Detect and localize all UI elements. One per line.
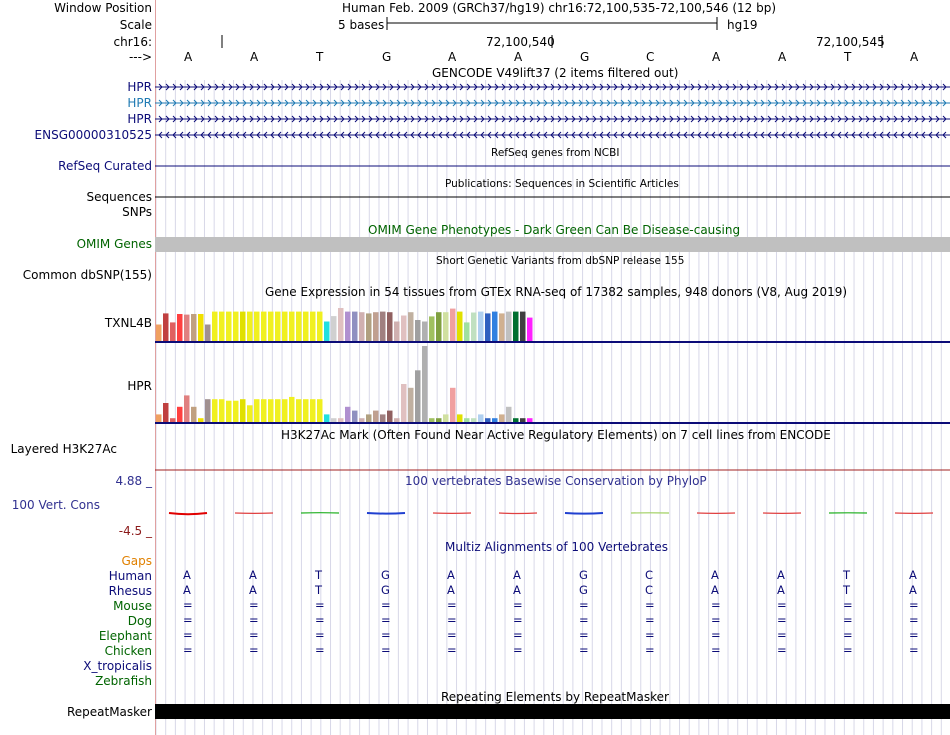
alignment-base: = xyxy=(909,598,919,612)
gtex-track-title[interactable]: Gene Expression in 54 tissues from GTEx RNA-seq of 17382 samples, 948 donors (V8, Aug 2019) xyxy=(265,285,848,299)
multiz-track-title[interactable]: Multiz Alignments of 100 Vertebrates xyxy=(445,540,669,554)
gtex-bar-txnl4b xyxy=(506,312,512,341)
conservation-segment xyxy=(565,513,603,514)
base-letter: A xyxy=(712,50,721,64)
alignment-base: A xyxy=(183,568,191,582)
gtex-bar-hpr xyxy=(261,399,267,422)
gtex-bar-txnl4b xyxy=(317,312,323,341)
species-label-zebrafish[interactable]: Zebrafish xyxy=(95,674,152,688)
gtex-bar-txnl4b xyxy=(268,312,274,341)
conservation-segment xyxy=(499,513,537,514)
species-label-elephant[interactable]: Elephant xyxy=(98,629,152,643)
gtex-bar-hpr xyxy=(415,370,421,422)
alignment-base: = xyxy=(381,613,391,627)
alignment-base: = xyxy=(183,613,193,627)
conservation-min-label: -4.5 _ xyxy=(118,524,152,538)
gtex-bar-hpr xyxy=(450,388,456,422)
alignment-base: = xyxy=(645,613,655,627)
gtex-bar-hpr xyxy=(338,418,344,422)
gtex-bar-txnl4b xyxy=(289,312,295,341)
gtex-bar-hpr xyxy=(513,418,519,422)
alignment-base: = xyxy=(711,643,721,657)
alignment-base: = xyxy=(777,628,787,642)
gtex-bar-hpr xyxy=(268,399,274,422)
refseq-track-title[interactable]: RefSeq genes from NCBI xyxy=(491,147,620,159)
track-lines xyxy=(155,166,950,470)
omim-track-title[interactable]: OMIM Gene Phenotypes - Dark Green Can Be Disease-causing xyxy=(368,223,741,237)
alignment-base: = xyxy=(843,613,853,627)
gtex-bar-hpr xyxy=(359,418,365,422)
gtex-bar-txnl4b xyxy=(457,312,463,341)
gtex-bar-txnl4b xyxy=(387,312,393,341)
alignment-base: = xyxy=(315,613,325,627)
gtex-gene-label-hpr[interactable]: HPR xyxy=(127,379,152,393)
track-image-area[interactable] xyxy=(155,0,950,735)
gtex-bar-hpr xyxy=(177,407,183,422)
gencode-item-label-3[interactable]: HPR xyxy=(127,112,152,126)
window-position-value: Human Feb. 2009 (GRCh37/hg19) chr16:72,100,535-72,100,546 (12 bp) xyxy=(342,1,777,15)
repeatmasker-track-title[interactable]: Repeating Elements by RepeatMasker xyxy=(441,690,669,704)
alignment-base: = xyxy=(579,613,589,627)
gtex-bar-hpr xyxy=(170,418,176,422)
repeatmasker-bar[interactable] xyxy=(155,704,950,719)
gtex-bar-hpr xyxy=(394,418,400,422)
gtex-bar-hpr xyxy=(282,399,288,422)
common-dbsnp-label[interactable]: Common dbSNP(155) xyxy=(22,268,152,282)
gtex-bar-txnl4b xyxy=(401,316,407,342)
gtex-bar-txnl4b xyxy=(485,313,491,341)
alignment-base: = xyxy=(249,628,259,642)
gtex-bar-hpr xyxy=(387,411,393,422)
base-letter: A xyxy=(250,50,259,64)
gtex-bar-txnl4b xyxy=(233,312,239,341)
alignment-base: A xyxy=(249,568,257,582)
alignment-base: G xyxy=(579,568,588,582)
gtex-bar-txnl4b xyxy=(205,325,211,342)
gtex-bar-txnl4b xyxy=(191,314,197,341)
gtex-bar-txnl4b xyxy=(471,313,477,342)
alignment-base: C xyxy=(645,583,654,597)
gtex-bar-txnl4b xyxy=(275,312,281,341)
alignment-base: = xyxy=(381,598,391,612)
alignment-base: = xyxy=(513,643,523,657)
gtex-bar-hpr xyxy=(205,399,211,422)
gtex-bar-txnl4b xyxy=(156,325,162,342)
gtex-bar-txnl4b xyxy=(436,312,442,341)
gtex-bar-txnl4b xyxy=(254,312,260,341)
publications-track-title[interactable]: Publications: Sequences in Scientific Articles xyxy=(445,178,679,190)
alignment-base: A xyxy=(249,583,257,597)
gtex-bar-txnl4b xyxy=(170,322,176,341)
gtex-bar-txnl4b xyxy=(261,312,267,341)
gtex-bar-txnl4b xyxy=(366,313,372,341)
chrom-label: chr16: xyxy=(113,35,152,49)
gtex-bar-txnl4b xyxy=(492,312,498,341)
alignment-base: = xyxy=(447,613,457,627)
gtex-bar-hpr xyxy=(506,407,512,422)
gtex-bar-hpr xyxy=(492,418,498,422)
base-letter: A xyxy=(448,50,457,64)
alignment-base: = xyxy=(579,643,589,657)
conservation-segment xyxy=(367,513,405,514)
gtex-bar-txnl4b xyxy=(282,312,288,341)
gtex-bar-hpr xyxy=(198,418,204,422)
alignment-base: G xyxy=(381,568,390,582)
gtex-bar-txnl4b xyxy=(331,316,337,341)
alignment-base: = xyxy=(381,628,391,642)
alignment-base: A xyxy=(777,583,785,597)
sequences-label[interactable]: Sequences xyxy=(86,190,152,204)
base-letter: A xyxy=(514,50,523,64)
gtex-bar-hpr xyxy=(443,414,449,422)
gtex-bar-hpr xyxy=(240,399,246,422)
repeatmasker-label[interactable]: RepeatMasker xyxy=(66,705,152,719)
base-letter: G xyxy=(382,50,392,64)
gtex-bar-hpr xyxy=(485,418,491,422)
base-letter: C xyxy=(646,50,655,64)
gtex-bar-hpr xyxy=(219,399,225,422)
gtex-bar-txnl4b xyxy=(338,308,344,341)
strand-label: ---> xyxy=(128,50,152,64)
gtex-bar-txnl4b xyxy=(303,312,309,341)
base-letter: T xyxy=(844,50,852,64)
alignment-base: = xyxy=(843,628,853,642)
gtex-bar-hpr xyxy=(373,411,379,422)
alignment-base: = xyxy=(447,598,457,612)
species-label-mouse[interactable]: Mouse xyxy=(113,599,152,613)
species-label-human[interactable]: Human xyxy=(108,569,152,583)
gtex-bar-hpr xyxy=(429,418,435,422)
gtex-bar-txnl4b xyxy=(450,309,456,341)
gtex-bar-txnl4b xyxy=(499,313,505,341)
gtex-bar-txnl4b xyxy=(177,314,183,341)
gtex-bar-hpr xyxy=(289,397,295,422)
alignment-base: = xyxy=(381,643,391,657)
gtex-bar-txnl4b xyxy=(513,312,519,341)
gtex-bar-hpr xyxy=(317,399,323,422)
gtex-bar-hpr xyxy=(366,414,372,422)
gtex-bar-txnl4b xyxy=(296,312,302,341)
alignment-base: = xyxy=(447,628,457,642)
omim-genes-label[interactable]: OMIM Genes xyxy=(76,237,152,251)
gtex-bar-hpr xyxy=(436,418,442,422)
gtex-bar-txnl4b xyxy=(373,312,379,341)
gtex-bar-txnl4b xyxy=(310,312,316,341)
gtex-bar-txnl4b xyxy=(352,312,358,341)
gtex-bar-txnl4b xyxy=(443,312,449,341)
alignment-base: T xyxy=(843,568,851,582)
alignment-base: A xyxy=(777,568,785,582)
gtex-bar-txnl4b xyxy=(198,314,204,341)
gtex-bar-hpr xyxy=(191,407,197,422)
gtex-bar-txnl4b xyxy=(324,322,330,342)
gtex-bar-hpr xyxy=(163,403,169,422)
gtex-bar-txnl4b xyxy=(240,312,246,341)
gencode-item-label-1[interactable]: HPR xyxy=(127,80,152,94)
position-tick-label-2: 72,100,545 xyxy=(816,35,885,49)
gtex-bar-txnl4b xyxy=(422,322,428,342)
alignment-base: = xyxy=(315,628,325,642)
alignment-base: A xyxy=(447,568,455,582)
alignment-base: = xyxy=(315,643,325,657)
gtex-bar-txnl4b xyxy=(429,316,435,341)
alignment-base: C xyxy=(645,568,654,582)
species-label-x-tropicalis[interactable]: X_tropicalis xyxy=(83,659,152,673)
snps-label[interactable]: SNPs xyxy=(122,205,152,219)
alignment-base: = xyxy=(711,613,721,627)
gtex-bar-hpr xyxy=(226,401,232,422)
alignment-base: A xyxy=(711,583,719,597)
alignment-base: = xyxy=(645,643,655,657)
gtex-bar-hpr xyxy=(471,418,477,422)
gencode-item-label-2[interactable]: HPR xyxy=(127,96,152,110)
alignment-base: T xyxy=(315,568,323,582)
gencode-track-title[interactable]: GENCODE V49lift37 (2 items filtered out) xyxy=(432,66,679,80)
species-label-dog[interactable]: Dog xyxy=(127,614,152,628)
alignment-base: A xyxy=(513,568,521,582)
scale-bases: 5 bases xyxy=(338,18,385,32)
alignment-base: A xyxy=(909,583,917,597)
alignment-base: T xyxy=(315,583,323,597)
gtex-bar-txnl4b xyxy=(247,312,253,341)
gtex-bar-hpr xyxy=(464,418,470,422)
gtex-bar-hpr xyxy=(408,388,414,422)
base-guide-lines xyxy=(156,0,942,735)
track-graphics[interactable] xyxy=(155,0,950,735)
alignment-base: G xyxy=(381,583,390,597)
alignment-base: G xyxy=(579,583,588,597)
gtex-bar-hpr xyxy=(345,407,351,422)
gencode-item-label-4[interactable]: ENSG00000310525 xyxy=(34,128,152,142)
position-tick-label-1: 72,100,540 xyxy=(486,35,555,49)
alignment-base: = xyxy=(711,628,721,642)
alignment-base: = xyxy=(183,628,193,642)
gencode-features[interactable] xyxy=(155,84,950,138)
base-letter: G xyxy=(580,50,590,64)
layered-h3k27ac-label[interactable]: Layered H3K27Ac xyxy=(10,442,117,456)
dbsnp-track-title[interactable]: Short Genetic Variants from dbSNP release 155 xyxy=(436,255,685,267)
gtex-bar-hpr xyxy=(296,399,302,422)
gtex-bar-txnl4b xyxy=(464,322,470,341)
gtex-bar-txnl4b xyxy=(163,313,169,341)
base-letter: A xyxy=(910,50,919,64)
gtex-bar-hpr xyxy=(324,414,330,422)
alignment-base: = xyxy=(579,628,589,642)
alignment-base: A xyxy=(711,568,719,582)
alignment-base: = xyxy=(183,598,193,612)
gtex-bar-txnl4b xyxy=(394,322,400,342)
alignment-base: = xyxy=(909,628,919,642)
alignment-base: A xyxy=(447,583,455,597)
gtex-bar-txnl4b xyxy=(380,312,386,341)
base-letter: T xyxy=(316,50,324,64)
alignment-base: = xyxy=(249,643,259,657)
alignment-base: = xyxy=(777,598,787,612)
gtex-bar-txnl4b xyxy=(478,312,484,341)
conservation-wiggle[interactable] xyxy=(169,513,933,515)
alignment-base: T xyxy=(843,583,851,597)
conservation-segment xyxy=(169,513,207,514)
gtex-bar-txnl4b xyxy=(184,315,190,341)
gtex-bar-txnl4b xyxy=(219,312,225,341)
conservation-label[interactable]: 100 Vert. Cons xyxy=(11,498,100,512)
gtex-bar-hpr xyxy=(331,418,337,422)
alignment-base: = xyxy=(579,598,589,612)
alignment-base: = xyxy=(183,643,193,657)
h3k27ac-track-title[interactable]: H3K27Ac Mark (Often Found Near Active Regulatory Elements) on 7 cell lines from ENCODE xyxy=(281,428,831,442)
alignment-base: = xyxy=(843,598,853,612)
gtex-bar-txnl4b xyxy=(408,312,414,341)
scale-label: Scale xyxy=(119,18,152,32)
alignment-base: = xyxy=(249,613,259,627)
species-label-chicken[interactable]: Chicken xyxy=(104,644,152,658)
gtex-bar-hpr xyxy=(401,384,407,422)
alignment-base: = xyxy=(777,643,787,657)
window-position-label: Window Position xyxy=(54,1,152,15)
alignment-base: = xyxy=(909,643,919,657)
omim-gene-bar[interactable] xyxy=(155,237,950,252)
gtex-bar-hpr xyxy=(247,405,253,422)
refseq-curated-label[interactable]: RefSeq Curated xyxy=(58,159,152,173)
alignment-base: = xyxy=(249,598,259,612)
alignment-base: = xyxy=(315,598,325,612)
gtex-bar-txnl4b xyxy=(359,312,365,341)
alignment-base: = xyxy=(447,643,457,657)
gtex-bar-hpr xyxy=(303,399,309,422)
gtex-bar-hpr xyxy=(156,414,162,422)
gtex-bar-hpr xyxy=(527,418,533,422)
alignment-base: = xyxy=(711,598,721,612)
base-letter: A xyxy=(184,50,193,64)
gtex-bar-hpr xyxy=(254,399,260,422)
gtex-gene-label-txnl4b[interactable]: TXNL4B xyxy=(104,316,152,330)
track-label-column xyxy=(0,0,155,735)
scale-assembly: hg19 xyxy=(727,18,758,32)
gaps-label[interactable]: Gaps xyxy=(121,554,152,568)
gtex-bar-hpr xyxy=(233,401,239,422)
alignment-base: = xyxy=(777,613,787,627)
alignment-base: A xyxy=(513,583,521,597)
gtex-bar-txnl4b xyxy=(527,318,533,341)
alignment-base: A xyxy=(909,568,917,582)
gtex-bar-hpr xyxy=(275,399,281,422)
alignment-base: = xyxy=(645,628,655,642)
gtex-bar-hpr xyxy=(457,414,463,422)
alignment-base: = xyxy=(513,598,523,612)
gtex-bar-hpr xyxy=(212,399,218,422)
conservation-track-title[interactable]: 100 vertebrates Basewise Conservation by PhyloP xyxy=(405,474,707,488)
base-letter: A xyxy=(778,50,787,64)
gtex-bar-hpr xyxy=(310,399,316,422)
gtex-bar-hpr xyxy=(478,414,484,422)
alignment-base: = xyxy=(909,613,919,627)
gtex-bar-hpr xyxy=(184,395,190,422)
gtex-bar-hpr xyxy=(520,418,526,422)
gtex-bar-hpr xyxy=(352,411,358,422)
gtex-bar-hpr xyxy=(380,414,386,422)
gtex-bar-txnl4b xyxy=(345,312,351,341)
gtex-bar-txnl4b xyxy=(226,312,232,341)
gtex-bar-txnl4b xyxy=(520,312,526,341)
species-label-rhesus[interactable]: Rhesus xyxy=(108,584,152,598)
gtex-bar-hpr xyxy=(499,414,505,422)
conservation-max-label: 4.88 _ xyxy=(115,474,152,488)
gtex-bar-txnl4b xyxy=(212,312,218,341)
gtex-bar-txnl4b xyxy=(415,320,421,341)
alignment-base: = xyxy=(843,643,853,657)
alignment-base: = xyxy=(513,613,523,627)
alignment-base: = xyxy=(513,628,523,642)
gtex-bar-hpr xyxy=(422,346,428,422)
alignment-base: = xyxy=(645,598,655,612)
alignment-base: A xyxy=(183,583,191,597)
